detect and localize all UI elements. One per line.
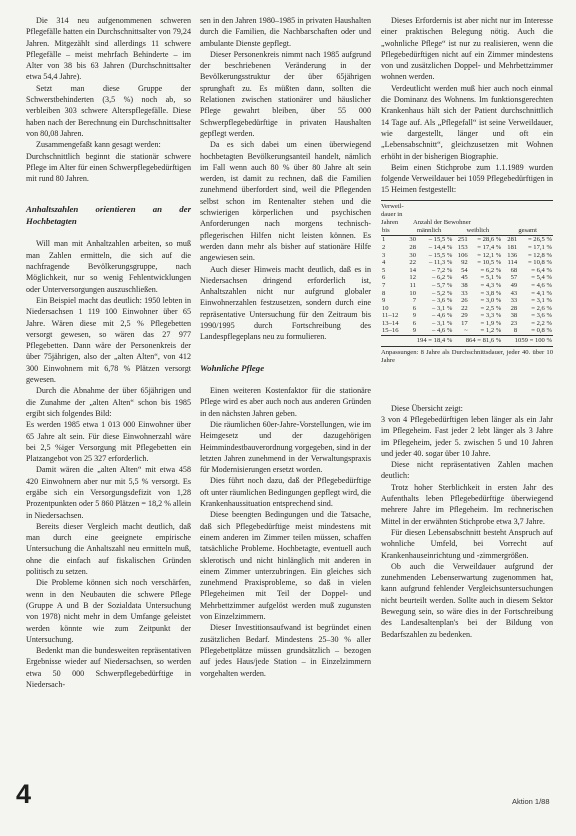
table-cell: = 3,0 % — [480, 297, 502, 305]
paragraph: Diese beengten Bedingungen und die Tatsache, daß sich Pflegebedürftige meist mindestens mit einem anderen im Zimmer teilen müssen, schaffen tatsächliche Probleme. Hochbetagte, eventuell auch sklerotisch und nicht hinlänglich mit anderen in einem Zimmer unterzubringen. Ein gleiches sich zunehmend Praxisprobleme, so daß in vielen Pflegeheimen mit Teil der Doppel- und Mehrbettzimmer aufgelöst werden muß zugunsten von Einzelzimmern. — [200, 510, 371, 622]
table-cell: 22 — [461, 304, 468, 312]
paragraph: Diese Übersicht zeigt: — [391, 403, 463, 413]
section-heading: Wohnliche Pflege — [200, 362, 265, 373]
head-label: Jahren — [381, 218, 399, 226]
table-sum-row — [381, 336, 553, 345]
table-cell: – 15,5 % — [428, 236, 453, 244]
table-cell: = 12,1 % — [477, 251, 502, 259]
paragraph: Die räumlichen 60er-Jahre-Vorstellungen, wie im Heimgesetz und der dazugehörigen Heimmindestbauverordnung vorgegeben, sind in der letzten Jahren zunehmend in der Verwaltungspraxis für Modernisierungen ersetzt worden. — [200, 420, 371, 475]
table-row — [381, 252, 553, 260]
sum-female: 864 = 81,6 % — [453, 336, 502, 345]
table-footnote: Anpassungen: 8 Jahre als Durchschnittsdauer, jeder 40. über 10 Jahre — [381, 348, 553, 364]
table-cell: 30 — [409, 236, 416, 244]
paragraph: Diese nicht repräsentativen Zahlen machen deutlich: — [381, 460, 553, 481]
column-header: gesamt — [502, 227, 553, 236]
table-cell: 153 — [457, 243, 468, 251]
paragraph: Da es sich dabei um einen überwiegend hochbetagten Bevölkerungsanteil handelt, nämlich im Fall wenn auch 80 % über 80 Jahre alt sein werden, ist damit zu rechnen, daß die Familien zunehmend überfordert sind, weil die Pflegenden selbst schon im Rentenalter stehen und die schwierigen körperlichen und psychischen Anforderungen nach morgens technisch-pflegerischen Hilfen nicht leisten können. Es werden dann mehr als bisher auf stationäre Hilfe angewiesen sein. — [200, 140, 371, 263]
table-cell: = 6,2 % — [480, 266, 502, 274]
table-cell: 29 — [461, 312, 468, 320]
table-cell: = 4,1 % — [531, 289, 552, 297]
table-cell: 23 — [510, 319, 518, 327]
table-cell: 8 — [382, 289, 386, 297]
table-cell: – 11,3 % — [428, 259, 453, 267]
table-cell: = 3,3 % — [480, 312, 502, 320]
paragraph: Dieses Erfordernis ist aber nicht nur im Interesse einer praktischen Belegung nötig. Auch die „wohnliche Pflege“ ist nur zu realisieren, wenn die Pflegebedürftigen nicht auf ein Zimmer mindestens von und zusätzlichen Doppel- und Mehrbettzimmer wohnen werden. — [381, 16, 553, 82]
table-cell: = 2,5 % — [480, 304, 502, 312]
paragraph: Will man mit Anhaltzahlen arbeiten, so muß man Zahlen ermitteln, die sich auf die nachfragende Bevölkerungsgruppe, nach Möglichkeit, nur so wenig Fehlentwicklungen oder Unterversorgungen auszuschließen. — [26, 239, 191, 294]
table-row — [381, 305, 553, 313]
table-cell: 92 — [461, 259, 468, 267]
table-cell: 33 — [510, 297, 518, 305]
paragraph: Verdeutlicht werden muß hier auch noch einmal die Dominanz des Wohnens. Im funktionsgerechten Krankenhaus hält sich der Patient durchschnittlich 14 Tage auf. Als „Pflegefall“ ist seine Verweildauer, wie dargestellt, länger und oft ein „Lebensabschnitt“, gleichzusetzen mit Wohnen erhöht in der bisherigen Biographie. — [381, 83, 553, 161]
sum-total: 1059 = 100 % — [502, 336, 553, 345]
table-cell: = 3,1 % — [531, 297, 552, 305]
paragraph: Ob auch die Verweildauer aufgrund der zunehmenden Lebenserwartung zugenommen hat, kann aufgrund fehlender Vergleichsuntersuchungen nicht beurteilt werden. Sollte auch in diesem Sektor Bewegung sein, so wäre dies in der Fortschreibung des Landesaltenplan's bei der Bildung von Bedarfszahlen zu bedenken. — [381, 561, 553, 639]
column-header: weiblich — [453, 227, 502, 236]
table-cell: = 2,6 % — [531, 304, 552, 312]
table-row — [381, 312, 553, 320]
table-cell: = 5,1 % — [480, 274, 502, 282]
paragraph: Die Probleme können sich noch verschärfen, wenn in den Neubauten die schwere Pflege (Gruppe A und B der Sozialdata Untersuchung von 1978) nicht mehr in dem Umfange geleistet werden könnte wie zum Zeitpunkt der Untersuchung. — [26, 578, 191, 644]
table-cell: 9 — [412, 312, 416, 320]
paragraph: Durch die Abnahme der über 65jährigen und die Zunahme der „alten Alten“ schon bis 1985 ergibt sich folgendes Bild: — [26, 386, 191, 418]
paragraph: Einen weiteren Kostenfaktor für die stationäre Pflege wird es aber auch noch aus anderen Gründen in den nächsten Jahren geben. — [200, 386, 371, 418]
table-cell: = 3,8 % — [480, 289, 502, 297]
table-cell: 68 — [510, 266, 518, 274]
table-cell: 8 — [513, 327, 518, 335]
table-cell: – 5,2 % — [432, 289, 453, 297]
paragraph: Auch dieser Hinweis macht deutlich, daß es in Niedersachsen dringend erforderlich ist, Anhaltszahlen nicht nur aufgrund globaler Einwohnerzahlen festzusetzen, sondern durch eine repräsentative Untersuchung für den Zeitraum bis 1990/1995 durch Fortschreibung des Landespflegeplans neu zu formulieren. — [200, 264, 371, 342]
paragraph: Beim einen Stichprobe zum 1.1.1989 wurden folgende Verweildauer bei 1059 Pflegebedürftigen in 15 Heimen festgestellt: — [381, 162, 553, 195]
paragraph: Für diesen Lebensabschnitt besteht Anspruch auf wohnliche Umfeld, bei Vorrecht auf Krankenhauseinrichtung und -zimmergrößen. — [381, 527, 553, 560]
paragraph: Damit wären die „alten Alten“ mit etwa 458 420 Einwohnern aber nur mit 5,5 % versorgt. Es ergäbe sich ein Versorgungsdefizit von 1,28 Prozentpunkten oder 5 860 Plätzen = 18,2 % allein in Niedersachsen. — [26, 465, 191, 520]
table-cell: = 0,8 % — [531, 327, 552, 335]
table-cell: 17 — [461, 319, 468, 327]
page-number: 4 — [16, 779, 32, 809]
table-cell: 4 — [382, 259, 386, 267]
table-cell: 281 — [507, 236, 518, 244]
table-cell: 22 — [409, 259, 416, 267]
paragraph: Ein Beispiel macht das deutlich: 1950 lebten in Niedersachsen 1 119 100 Einwohner über 65 Jahre. Wären diese mit 2,5 % Pflegebetten versorgt gewesen, so wären das 27 977 Pflegebetten. Dann wäre der Personenkreis der über 75jährigen, also der „alten Alten“, von 412 300 Einwohnern mit 6,78 % Plätzen versorgt gewesen. — [26, 295, 191, 385]
paragraph: 3 von 4 Pflegebedürftigen leben länger als ein Jahr im Pflegeheim. Fast jeder 2 lebt länger als 3 Jahre im Pflegeheim, jeder 5. zwischen 5 und 10 Jahren und jeder 40. sogar über 10 Jahre. — [381, 414, 553, 458]
table-cell: = 6,4 % — [531, 266, 552, 274]
table-row — [381, 236, 553, 244]
table-cell: 11–12 — [382, 312, 399, 320]
head-label: dauer in — [381, 210, 403, 218]
table-cell: 28 — [510, 304, 518, 312]
table-cell: = 28,6 % — [477, 236, 502, 244]
table-cell: 45 — [461, 274, 468, 282]
issue-label: Aktion 1/88 — [512, 797, 550, 806]
table-cell: 7 — [382, 281, 386, 289]
table-cell: 11 — [409, 281, 416, 289]
table-cell: 57 — [510, 274, 518, 282]
paragraph: sen in den Jahren 1980–1985 in privaten Haushalten durch die Familien, die Nachbarschaften oder und ambulante Dienste gepflegt. — [200, 16, 371, 48]
table-cell: – 4,6 % — [432, 312, 453, 320]
table-row — [381, 259, 553, 267]
table-cell: – 15,5 % — [428, 251, 453, 259]
table-cell: 1 — [382, 236, 386, 244]
table-cell: = 3,6 % — [531, 312, 552, 320]
table-cell: 251 — [457, 236, 468, 244]
table-row — [381, 327, 553, 335]
table-cell: 26 — [461, 297, 468, 305]
table-cell: = 17,4 % — [477, 243, 502, 251]
table-cell: = 12,8 % — [527, 251, 552, 259]
paragraph: Bereits dieser Vergleich macht deutlich, daß man durch eine geeignete empirische Untersuchung die Anhaltszahl neu ermitteln muß, ohne die einfach auf fiskalischen Gründen politisch zu setzen. — [26, 521, 191, 577]
paragraph: Zusammengefaßt kann gesagt werden: — [36, 140, 161, 150]
table-cell: 38 — [461, 281, 468, 289]
table-cell: 9 — [382, 297, 386, 305]
table-cell: 3 — [382, 251, 386, 259]
table-cell: = 4,3 % — [480, 281, 502, 289]
column-header: bis — [381, 227, 405, 236]
table-row — [381, 274, 553, 282]
table-cell: = 2,2 % — [531, 319, 552, 327]
table-row — [381, 244, 553, 252]
paragraph: Trotz hoher Sterblichkeit in ersten Jahr des Aufenthalts leben Pflegebedürftige überwiegend mehrere Jahre im Pflegeheim. Im rechnerischen Mittel in der erwähnten Stichprobe etwa 3,7 Jahre. — [381, 482, 553, 526]
table-cell: – 7,2 % — [432, 266, 453, 274]
table-cell: = 1,9 % — [480, 319, 502, 327]
table-cell: – 3,1 % — [432, 304, 453, 312]
sum-male: 194 = 18,4 % — [405, 336, 454, 345]
table-cell: – 14,4 % — [428, 243, 453, 251]
table-cell: 54 — [461, 266, 468, 274]
table-cell: 7 — [412, 297, 416, 305]
table-cell: – 4,6 % — [432, 327, 453, 335]
table-head — [381, 203, 553, 227]
table-cell: – 6,2 % — [432, 274, 453, 282]
paragraph: Die 314 neu aufgenommenen schweren Pflegefälle hatten ein Durchschnittsalter von 79,24 Jahren. Mitgezählt sind allerdings 11 schwere Pflegefälle – meist mehrfach Behinderte – im Alter von 38 bis 63 Jahren (Durchschnittsalter etwa 54,4 Jahre). — [26, 16, 191, 82]
table-cell: = 10,8 % — [527, 259, 552, 267]
table-cell: 13–14 — [382, 319, 399, 327]
table-cell: 33 — [461, 289, 468, 297]
table-cell: = 26,5 % — [527, 236, 552, 244]
table-cell: = 17,1 % — [527, 243, 552, 251]
table-cell: 6 — [382, 274, 386, 282]
table-cell: 14 — [409, 266, 416, 274]
table-row — [381, 267, 553, 275]
table-cell: 181 — [507, 243, 518, 251]
residence-duration-table — [381, 200, 553, 347]
paragraph: Dieser Personenkreis nimmt nach 1985 aufgrund der beschriebenen Veränderung in der Bevölkerungsstruktur der über 65jährigen sprunghaft zu. Es müßten dann, sollten die Relationen zwischen stationärer und häuslicher Pflege gewahrt bleiben, über 55 000 Schwerpflegebedürftige in privaten Haushalten gepflegt werden. — [200, 49, 371, 138]
head-label: Anzahl der Bewohner — [413, 218, 471, 226]
table-cell: 106 — [457, 251, 468, 259]
table-cell: 9 — [412, 327, 416, 335]
table-cell: = 1,2 % — [480, 327, 502, 335]
table-cell: – 3,6 % — [432, 297, 453, 305]
paragraph: Setzt man diese Gruppe der Schwerstbehinderten (3,5 %) noch ab, so verbleiben 303 schwere Alterspflegefälle. Diese haben nach der Berechnung ein Durchschnittsalter von 80,08 Jahren. — [26, 83, 191, 138]
table-cell: 12 — [409, 274, 416, 282]
table-cell: 6 — [412, 319, 416, 327]
table-cell: 49 — [510, 281, 518, 289]
column-1 — [26, 15, 191, 690]
table-cell: = 4,6 % — [531, 281, 552, 289]
paragraph: Es werden 1985 etwa 1 013 000 Einwohner über 65 Jahre alt sein. Für diese Einwohnerzahl wäre bei 2,5 %iger Versorgung mit Pflegebetten ein Platzangebot von 25 327 erforderlich. — [26, 420, 191, 464]
paragraph: Durchschnittlich beginnt die stationär schwere Pflege im Alter für einen Schwerpflegebedürftigen mit rund 80 Jahren. — [26, 151, 191, 184]
column-3 — [381, 15, 553, 640]
table-row — [381, 297, 553, 305]
table-cell: – 3,1 % — [432, 319, 453, 327]
table-cell: 2 — [382, 243, 386, 251]
head-label: Verweil- — [381, 202, 404, 210]
table-cell: = 10,5 % — [477, 259, 502, 267]
paragraph: Dies führt noch dazu, daß der Pflegebedürftige oft unter räumlichen Bedingungen gepflegt wird, die Krankenhaussituation entsprechend sind. — [200, 476, 371, 509]
column-2 — [200, 15, 371, 679]
table-cell: 15–16 — [382, 327, 399, 335]
table-cell: = 5,4 % — [531, 274, 552, 282]
table-cell: ~ — [464, 327, 468, 335]
table-cell: 114 — [507, 259, 518, 267]
table-row — [381, 290, 553, 298]
table-cell: 38 — [510, 312, 518, 320]
column-header: männlich — [405, 227, 454, 236]
table-cell: 10 — [409, 289, 416, 297]
table-cell: – 5,7 % — [432, 281, 453, 289]
table-row — [381, 282, 553, 290]
paragraph: Dieser Investitionsaufwand ist begründet einen zusätzlichen Bedarf. Mindestens 25–30 % aller Pflegebettplätze müssen grundsätzlich – bezogen auf jedes Haus/jede Station – in Einzelzimmern vorgehalten werden. — [200, 623, 371, 678]
table-cell: 5 — [382, 266, 386, 274]
paragraph: Bedenkt man die bundesweiten repräsentativen Ergebnisse wieder auf Niedersachsen, so werden etwa 50 000 Schwerpflegebedürftige in Niedersach- — [26, 646, 191, 690]
table-cell: 43 — [510, 289, 518, 297]
table-cell: 136 — [507, 251, 518, 259]
table-body — [381, 227, 553, 345]
table-cell: 28 — [409, 243, 416, 251]
table-cell: 10 — [382, 304, 389, 312]
table-cell: 30 — [409, 251, 416, 259]
table-row — [381, 320, 553, 328]
section-heading: Anhaltszahlen orientieren an der Hochbetagten — [26, 204, 191, 226]
table-cell: 6 — [412, 304, 416, 312]
